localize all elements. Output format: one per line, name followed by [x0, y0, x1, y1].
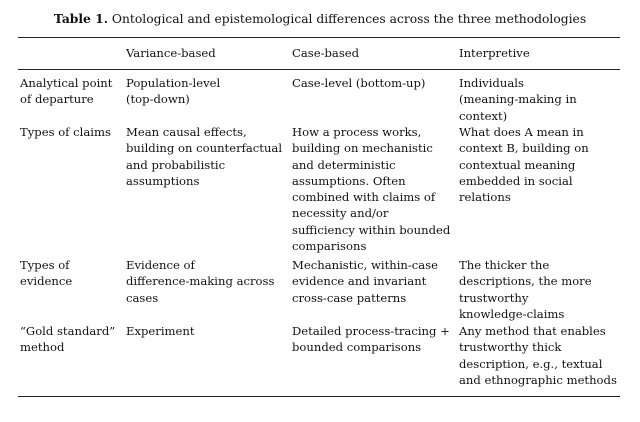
cell-variance-analytical-point: Population-level (top-down) — [126, 76, 221, 107]
row-label-types-of-evidence: Types of evidence — [20, 258, 73, 289]
row-label-types-of-claims: Types of claims — [20, 125, 111, 139]
cell-variance-types-of-claims: Mean causal effects, building on counterfactual and probabilistic assumptions — [126, 125, 283, 188]
table-number: Table 1. — [53, 11, 108, 26]
table-title: Ontological and epistemological differences across the three methodologies — [111, 12, 587, 26]
table-caption — [0, 11, 640, 27]
row-label-gold-standard: “Gold standard” method — [20, 324, 116, 355]
top-rule — [18, 37, 620, 38]
cell-case-analytical-point: Case-level (bottom-up) — [292, 76, 426, 90]
cell-interpretive-types-of-claims: What does A mean in context B, building on contextual meaning embedded in social relations — [459, 125, 589, 205]
cell-case-gold-standard: Detailed process-tracing + bounded comparisons — [292, 324, 450, 355]
cell-interpretive-gold-standard: Any method that enables trustworthy thick description, e.g., textual and ethnographic methods — [459, 324, 617, 387]
cell-interpretive-types-of-evidence: The thicker the descriptions, the more trustworthy knowledge-claims — [459, 258, 592, 321]
row-label-analytical-point: Analytical point of departure — [20, 76, 113, 107]
column-header-interpretive: Interpretive — [459, 46, 530, 60]
column-header-variance-based: Variance-based — [126, 46, 216, 60]
cell-case-types-of-evidence: Mechanistic, within-case evidence and invariant cross-case patterns — [292, 258, 439, 305]
cell-case-types-of-claims: How a process works, building on mechanistic and deterministic assumptions. Often combined with claims of necessity and/or sufficiency within bounded comparisons — [292, 125, 451, 254]
cell-variance-gold-standard: Experiment — [126, 324, 195, 338]
header-rule — [18, 69, 620, 70]
cell-variance-types-of-evidence: Evidence of difference-making across cases — [126, 258, 275, 305]
column-header-case-based: Case-based — [292, 46, 360, 60]
cell-interpretive-analytical-point: Individuals (meaning-making in context) — [459, 76, 577, 123]
bottom-rule — [18, 396, 620, 397]
